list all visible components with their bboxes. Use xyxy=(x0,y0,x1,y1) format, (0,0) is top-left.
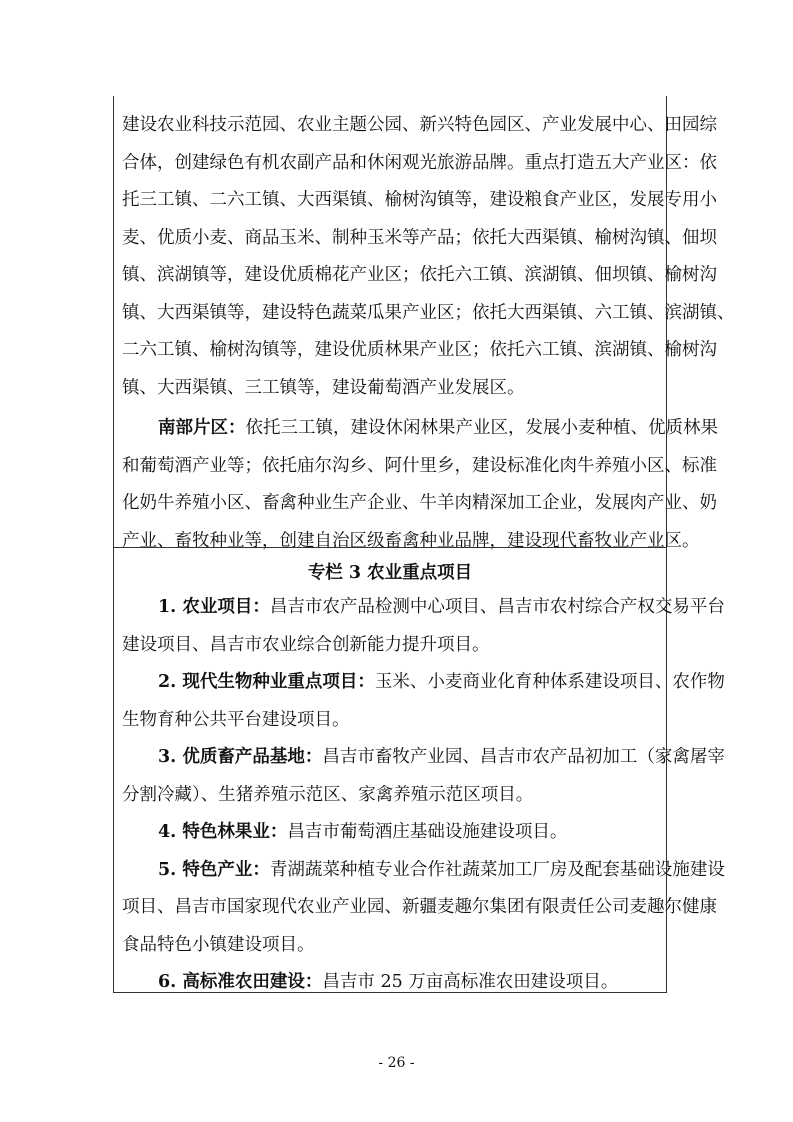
paragraph-label: 南部片区： xyxy=(158,418,246,438)
section-divider xyxy=(114,547,666,548)
text-line: 分割冷藏）、生猪养殖示范区、家禽养殖示范区项目。 xyxy=(122,784,534,805)
paragraph-text: 依托三工镇，建设休闲林果产业区，发展小麦种植、优质林果 xyxy=(245,418,718,438)
text-line: 二六工镇、榆树沟镇等，建设优质林果产业区；依托六工镇、滨湖镇、榆树沟 xyxy=(122,340,717,360)
text-line: 项目、昌吉市国家现代农业产业园、新疆麦趣尔集团有限责任公司麦趣尔健康 xyxy=(122,897,717,917)
project-item xyxy=(122,859,725,881)
paragraph-label: 5. 特色产业： xyxy=(158,859,270,880)
text-line: 建设项目、昌吉市农业综合创新能力提升项目。 xyxy=(122,634,490,655)
text-line: 镇、大西渠镇、三工镇等，建设葡萄酒产业发展区。 xyxy=(122,377,525,398)
paragraph-text: 昌吉市农产品检测中心项目、昌吉市农村综合产权交易平台 xyxy=(269,597,725,617)
paragraph-label: 3. 优质畜产品基地： xyxy=(158,747,323,767)
paragraph-label: 2. 现代生物种业重点项目： xyxy=(158,672,375,692)
text-line: 镇、大西渠镇等，建设特色蔬菜瓜果产业区；依托大西渠镇、六工镇、滨湖镇、 xyxy=(122,302,735,323)
project-item xyxy=(122,971,660,993)
text-line: 产业、畜牧种业等，创建自治区级畜禽种业品牌，建设现代畜牧业产业区。 xyxy=(122,530,700,551)
text-line: 建设农业科技示范园、农业主题公园、新兴特色园区、产业发展中心、田园综 xyxy=(122,115,717,135)
text-line: 生物育种公共平台建设项目。 xyxy=(122,709,350,730)
text-line: 托三工镇、二六工镇、大西渠镇、榆树沟镇等，建设粮食产业区，发展专用小 xyxy=(122,190,717,210)
paragraph-text: 青湖蔬菜种植专业合作社蔬菜加工厂房及配套基础设施建设 xyxy=(269,859,725,880)
paragraph-text: 玉米、小麦商业化育种体系建设项目、农作物 xyxy=(374,672,725,692)
text-line: 食品特色小镇建设项目。 xyxy=(122,934,315,955)
paragraph-text: 昌吉市畜牧产业园、昌吉市农产品初加工（家禽屠宰 xyxy=(322,747,725,767)
project-item xyxy=(122,821,660,843)
text-line: 和葡萄酒产业等；依托庙尔沟乡、阿什里乡，建设标准化肉牛养殖小区、标准 xyxy=(122,455,717,476)
column-box xyxy=(113,96,735,993)
paragraph-label: 1. 农业项目： xyxy=(158,597,270,617)
project-item xyxy=(122,671,725,693)
page-number: - 26 - xyxy=(378,1055,415,1071)
text-line: 化奶牛养殖小区、畜禽种业生产企业、牛羊肉精深加工企业，发展肉产业、奶 xyxy=(122,493,717,513)
column-title: 专栏 3 农业重点项目 xyxy=(307,563,473,583)
paragraph-label: 4. 特色林果业： xyxy=(158,822,288,842)
paragraph-text: 昌吉市 25 万亩高标准农田建设项目。 xyxy=(322,972,619,992)
text-line: 镇、滨湖镇等，建设优质棉花产业区；依托六工镇、滨湖镇、佃坝镇、榆树沟 xyxy=(122,265,717,285)
project-item xyxy=(122,746,725,768)
paragraph-label: 6. 高标准农田建设： xyxy=(158,972,323,992)
project-item xyxy=(122,596,725,618)
paragraph-text: 昌吉市葡萄酒庄基础设施建设项目。 xyxy=(287,822,568,842)
south-region-paragraph xyxy=(122,417,718,439)
text-line: 麦、优质小麦、商品玉米、制种玉米等产品；依托大西渠镇、榆树沟镇、佃坝 xyxy=(122,227,717,248)
text-line: 合体，创建绿色有机农副产品和休闲观光旅游品牌。重点打造五大产业区：依 xyxy=(122,152,717,173)
